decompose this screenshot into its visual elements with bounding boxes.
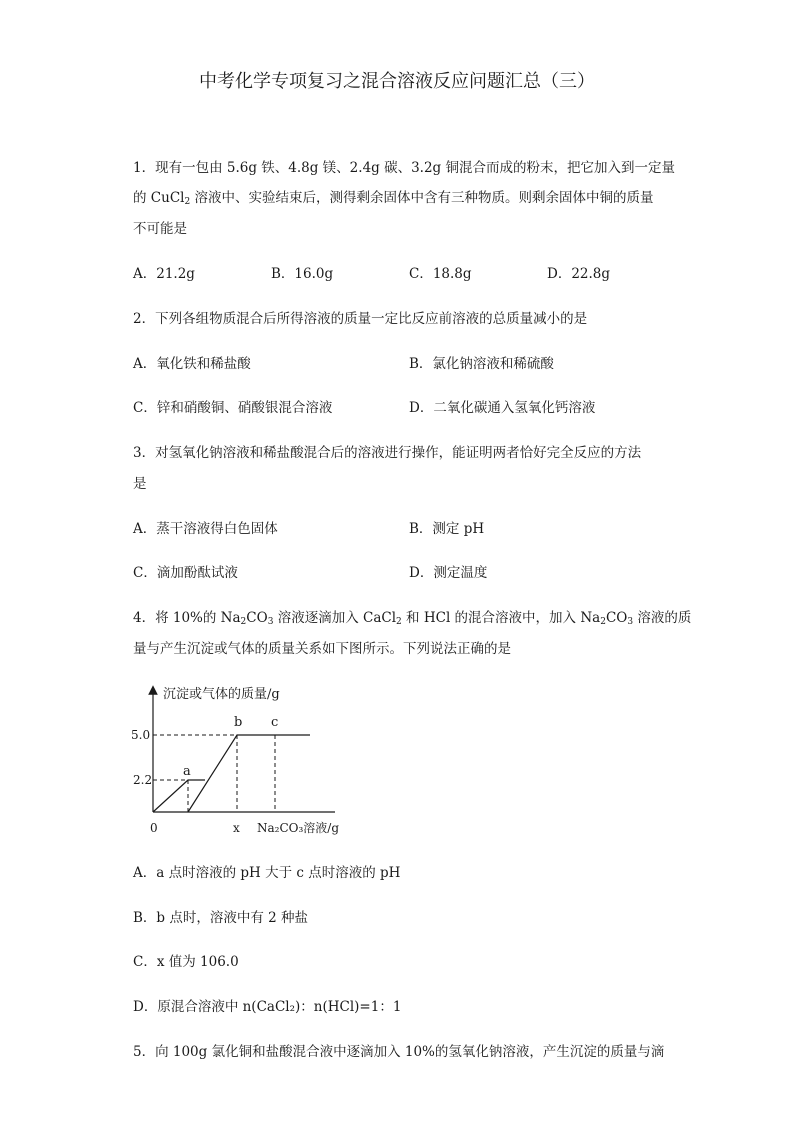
point-a-label: a bbox=[183, 764, 191, 779]
q2-option-d: D．二氧化碳通入氢氧化钙溶液 bbox=[409, 400, 596, 416]
q3-line2: 是 bbox=[133, 476, 147, 492]
q4-option-a: A．a 点时溶液的 pH 大于 c 点时溶液的 pH bbox=[133, 865, 401, 881]
y-tick-2-2: 2.2 bbox=[133, 773, 153, 787]
q4-option-c: C．x 值为 106.0 bbox=[133, 954, 239, 970]
q3-line1: 3．对氢氧化钠溶液和稀盐酸混合后的溶液进行操作，能证明两者恰好完全反应的方法 bbox=[133, 445, 642, 461]
q4-line1: 4．将 10%的 $Na_2CO_3$ 溶液逐滴加入 CaCl$_2$ 和 HCl 的混合溶液中，加入 $Na_2CO_3$ 溶液的质 bbox=[133, 610, 692, 627]
x-tick-x: x bbox=[233, 821, 240, 835]
precipitate-line bbox=[188, 735, 310, 812]
q2-option-c: C．锌和硝酸铜、硝酸银混合溶液 bbox=[133, 400, 333, 416]
q2-line1: 2．下列各组物质混合后所得溶液的质量一定比反应前溶液的总质量减小的是 bbox=[133, 311, 588, 327]
q1-option-a: A．21.2g bbox=[133, 266, 195, 282]
precipitate-gas-graph bbox=[125, 680, 365, 842]
q1-line3: 不可能是 bbox=[133, 221, 187, 237]
q1-option-c: C．18.8g bbox=[409, 266, 472, 282]
q4-line2: 量与产生沉淀或气体的质量关系如下图所示。下列说法正确的是 bbox=[133, 641, 511, 657]
point-b-label: b bbox=[234, 715, 243, 730]
q1-option-d: D．22.8g bbox=[547, 266, 611, 282]
q2-option-a: A．氧化铁和稀盐酸 bbox=[133, 356, 251, 372]
q1-option-b: B．16.0g bbox=[271, 266, 334, 282]
q3-option-c: C．滴加酚酞试液 bbox=[133, 565, 238, 581]
y-tick-5-0: 5.0 bbox=[131, 728, 151, 742]
q4-option-d: D．原混合溶液中 n(CaCl₂)：n(HCl)=1：1 bbox=[133, 999, 402, 1015]
q1-line2: 的 CuCl$_2$ 溶液中、实验结束后，测得剩余固体中含有三种物质。则剩余固体中铜的质量 bbox=[133, 190, 654, 207]
page-title: 中考化学专项复习之混合溶液反应问题汇总（三） bbox=[199, 71, 595, 92]
q1-line1: 1．现有一包由 5.6g 铁、4.8g 镁、2.4g 碳、3.2g 铜混合而成的粉末，把它加入到一定量 bbox=[133, 160, 675, 176]
q2-option-b: B．氯化钠溶液和稀硫酸 bbox=[409, 356, 554, 372]
q3-option-a: A．蒸干溶液得白色固体 bbox=[133, 521, 278, 537]
point-c-label: c bbox=[271, 715, 279, 730]
q3-option-b: B．测定 pH bbox=[409, 521, 485, 537]
x-axis-label: Na₂CO₃溶液/g bbox=[257, 821, 340, 835]
q5-line1: 5．向 100g 氯化铜和盐酸混合液中逐滴加入 10%的氢氧化钠溶液，产生沉淀的质量与滴 bbox=[133, 1044, 665, 1060]
origin-label: 0 bbox=[150, 821, 158, 835]
q4-option-b: B．b 点时，溶液中有 2 种盐 bbox=[133, 910, 309, 926]
gas-line bbox=[153, 780, 205, 812]
q3-option-d: D．测定温度 bbox=[409, 565, 488, 581]
y-axis-label: 沉淀或气体的质量/g bbox=[163, 687, 280, 702]
